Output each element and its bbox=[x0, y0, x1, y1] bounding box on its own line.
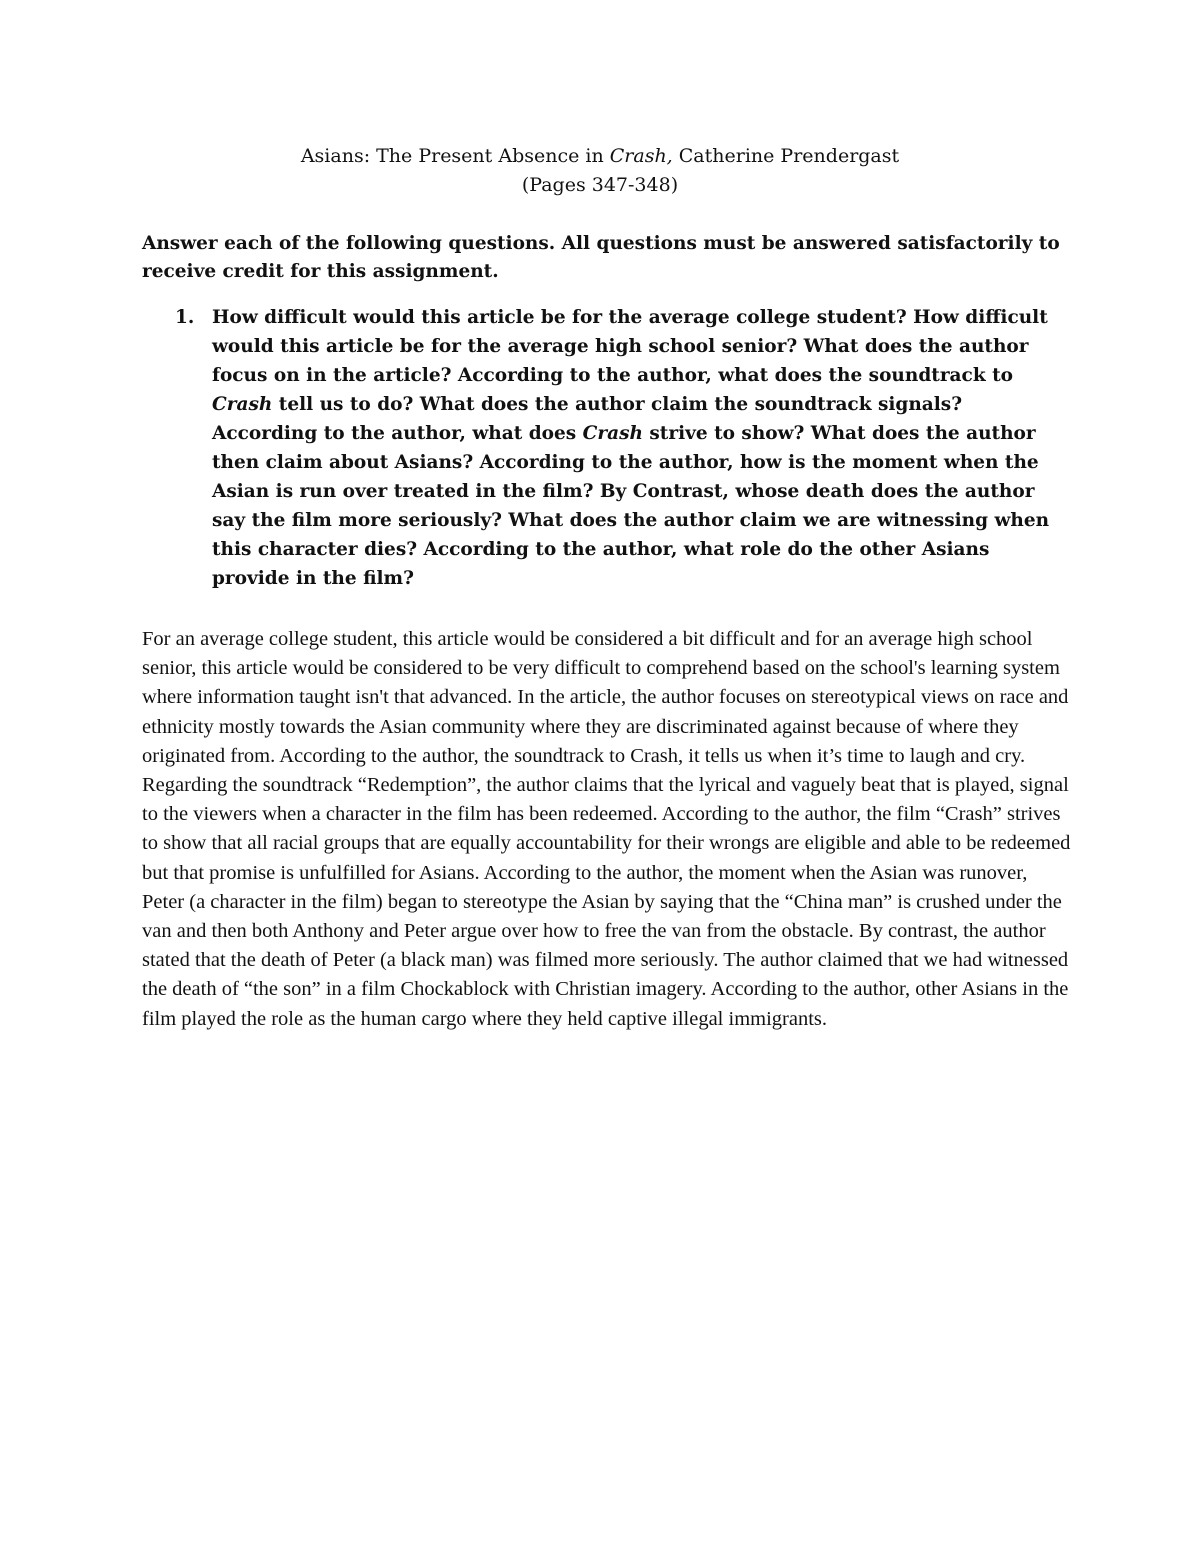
page-range: (Pages 347-348) bbox=[521, 174, 679, 196]
title-suffix: Catherine Prendergast bbox=[672, 145, 900, 167]
title-prefix: Asians: The Present Absence in bbox=[300, 145, 610, 167]
question-part-2: tell us to do? What does the author claim the soundtrack signals? According to the author, what does bbox=[212, 394, 963, 444]
question-italic-1: Crash bbox=[212, 394, 273, 415]
document-title bbox=[0, 142, 1200, 171]
question-italic-2: Crash bbox=[582, 423, 643, 444]
title-block bbox=[0, 142, 1200, 200]
question-number: 1. bbox=[175, 307, 195, 328]
answer-paragraph: For an average college student, this article would be considered a bit difficult and for an average high school senior, this article would be considered to be very difficult to comprehend based on the school's learning system where information taught isn't that advanced. In the article, the author focuses on stereotypical views on race and ethnicity mostly towards the Asian community where they are discriminated against because of where they originated from. According to the author, the soundtrack to Crash, it tells us when it’s time to laugh and cry. Regarding the soundtrack “Redemption”, the author claims that the lyrical and vaguely beat that is played, signal to the viewers when a character in the film has been redeemed. According to the author, the film “Crash” strives to show that all racial groups that are equally accountability for their wrongs are eligible and able to be redeemed but that promise is unfulfilled for Asians. According to the author, the moment when the Asian was runover, Peter (a character in the film) began to stereotype the Asian by saying that the “China man” is crushed under the van and then both Anthony and Peter argue over how to free the van from the obstacle. By contrast, the author stated that the death of Peter (a black man) was filmed more seriously. The author claimed that we had witnessed the death of “the son” in a film Chockablock with Christian imagery. According to the author, other Asians in the film played the role as the human cargo where they held captive illegal immigrants. bbox=[142, 628, 1071, 1030]
question-text bbox=[212, 303, 1072, 593]
instructions: Answer each of the following questions. All questions must be answered satisfactorily to receive credit for this assignment. bbox=[142, 233, 1060, 282]
title-italic: Crash, bbox=[609, 145, 673, 167]
question-part-3: strive to show? What does the author then claim about Asians? According to the author, how is the moment when the Asian is run over treated in the film? By Contrast, whose death does the author say the film more seriously? What does the author claim we are witnessing when this character dies? According to the author, what role do the other Asians provide in the film? bbox=[212, 423, 1050, 589]
question-part-1: How difficult would this article be for the average college student? How difficult would this article be for the average high school senior? What does the author focus on in the article? According to the author, what does the soundtrack to bbox=[212, 307, 1048, 386]
